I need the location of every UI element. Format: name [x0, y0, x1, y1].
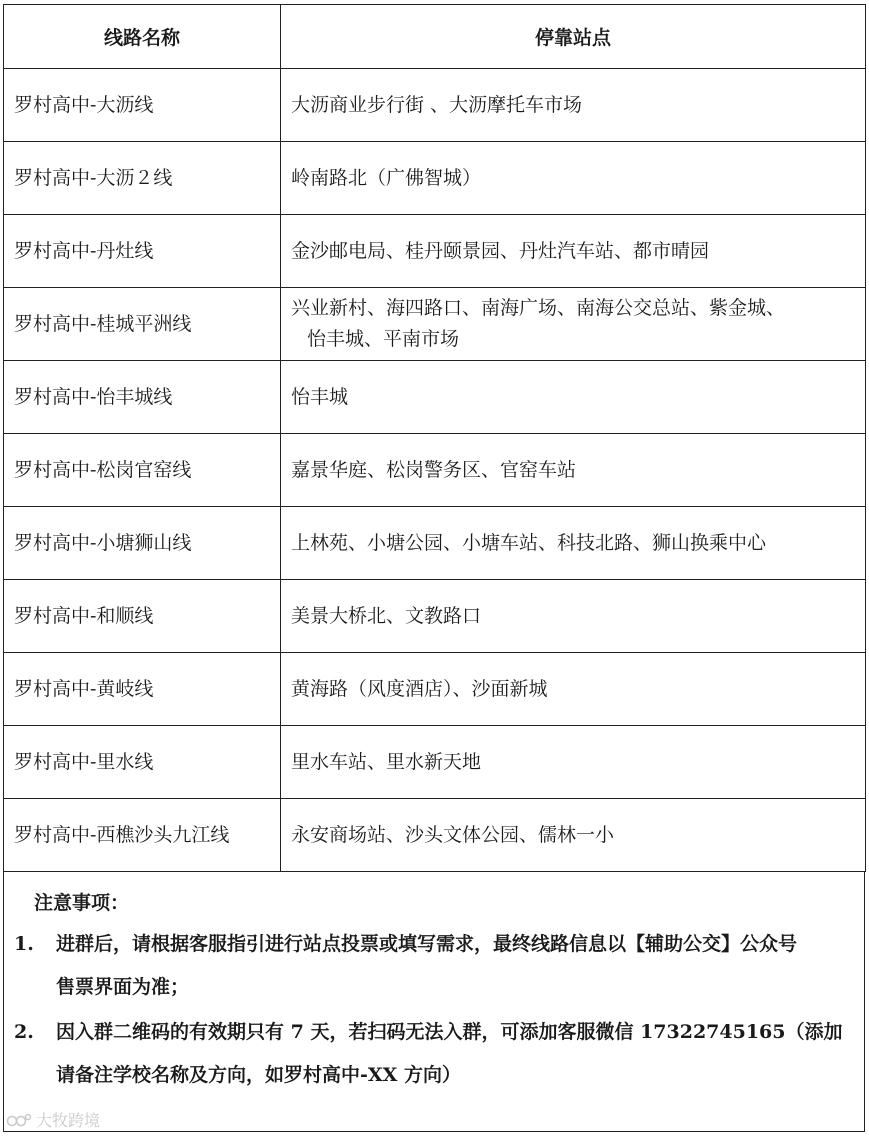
notes-section	[3, 872, 865, 1132]
table-row	[4, 142, 866, 215]
table-row	[4, 288, 866, 361]
watermark	[6, 1108, 100, 1131]
table-row	[4, 215, 866, 288]
notes-title: 注意事项：	[34, 892, 130, 914]
stops-cell: 岭南路北（广佛智城）	[281, 142, 866, 215]
route-name-cell: 罗村高中-黄岐线	[4, 653, 281, 726]
table-row	[4, 726, 866, 799]
note-line: 售票界面为准；	[56, 976, 190, 998]
route-name-cell: 罗村高中-里水线	[4, 726, 281, 799]
table-row	[4, 434, 866, 507]
table-row	[4, 507, 866, 580]
stops-cell: 大沥商业步行街 、大沥摩托车市场	[281, 69, 866, 142]
route-name-cell: 罗村高中-怡丰城线	[4, 361, 281, 434]
header-stops: 停靠站点	[281, 5, 866, 69]
header-route-name: 线路名称	[4, 5, 281, 69]
table-header-row	[4, 5, 866, 69]
routes-table	[3, 4, 866, 872]
table-row	[4, 361, 866, 434]
brand-logo-icon	[6, 1113, 32, 1127]
table-row	[4, 580, 866, 653]
route-name-cell: 罗村高中-桂城平洲线	[4, 288, 281, 361]
route-name-cell: 罗村高中-大沥２线	[4, 142, 281, 215]
note-line: 请备注学校名称及方向，如罗村高中-XX 方向）	[56, 1064, 461, 1086]
route-name-cell: 罗村高中-大沥线	[4, 69, 281, 142]
stops-cell: 里水车站、里水新天地	[281, 726, 866, 799]
stops-cell: 怡丰城	[281, 361, 866, 434]
note-text	[56, 1011, 861, 1097]
note-number: 1.	[14, 933, 34, 955]
note-line: 因入群二维码的有效期只有 7 天，若扫码无法入群，可添加客服微信 17322745165（添加	[56, 1021, 843, 1043]
route-name-cell: 罗村高中-小塘狮山线	[4, 507, 281, 580]
table-row	[4, 799, 866, 872]
note-text	[56, 923, 861, 1009]
table-row	[4, 69, 866, 142]
note-number: 2.	[14, 1021, 34, 1043]
route-name-cell: 罗村高中-松岗官窑线	[4, 434, 281, 507]
route-name-cell: 罗村高中-丹灶线	[4, 215, 281, 288]
stops-cell: 美景大桥北、文教路口	[281, 580, 866, 653]
note-line: 进群后，请根据客服指引进行站点投票或填写需求，最终线路信息以【辅助公交】公众号	[56, 933, 798, 955]
watermark-text: 大牧跨境	[36, 1111, 101, 1130]
stops-cell: 嘉景华庭、松岗警务区、官窑车站	[281, 434, 866, 507]
route-name-cell: 罗村高中-和顺线	[4, 580, 281, 653]
stops-line: 兴业新村、海四路口、南海广场、南海公交总站、紫金城、	[291, 297, 786, 319]
stops-cell: 上林苑、小塘公园、小塘车站、科技北路、狮山换乘中心	[281, 507, 866, 580]
stops-line: 怡丰城、平南市场	[307, 328, 460, 350]
stops-cell: 金沙邮电局、桂丹颐景园、丹灶汽车站、都市晴园	[281, 215, 866, 288]
stops-cell: 黄海路（风度酒店）、沙面新城	[281, 653, 866, 726]
stops-cell: 永安商场站、沙头文体公园、儒林一小	[281, 799, 866, 872]
table-row	[4, 653, 866, 726]
route-name-cell: 罗村高中-西樵沙头九江线	[4, 799, 281, 872]
stops-cell	[281, 288, 866, 361]
